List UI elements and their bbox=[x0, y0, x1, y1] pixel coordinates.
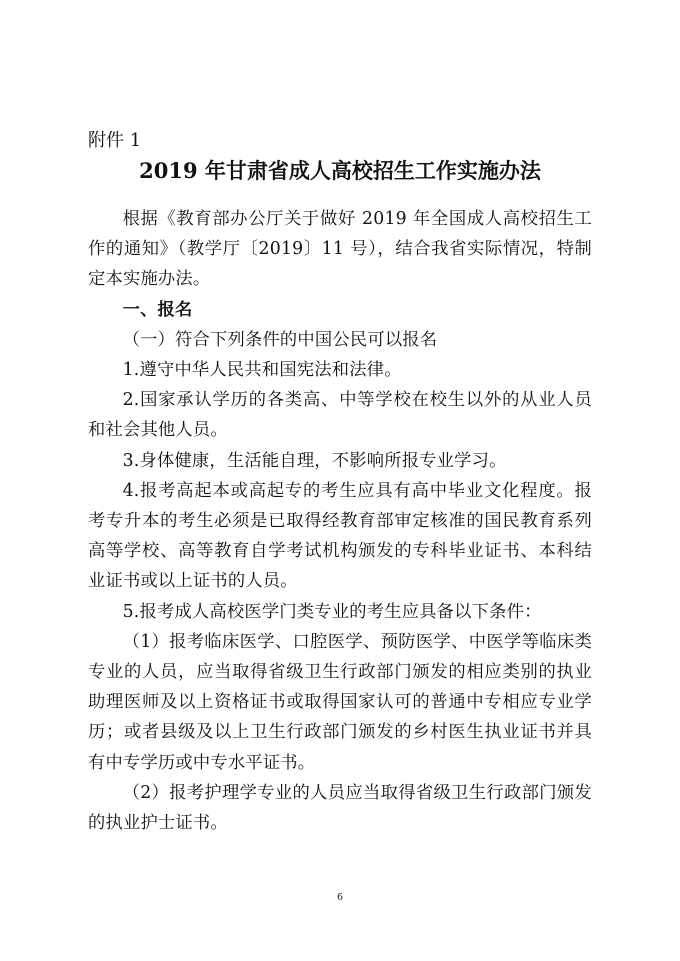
condition-item-2: 2.国家承认学历的各类高、中等学校在校生以外的从业人员和社会其他人员。 bbox=[88, 390, 592, 441]
medical-condition-1: （1）报考临床医学、口腔医学、预防医学、中医学等临床类专业的人员，应当取得省级卫生行政部门颁发的相应类别的执业助理医师及以上资格证书或取得国家认可的普通中专相应专业学历；或者县级及以上卫生行政部门颁发的乡村医生执业证书并具有中专学历或中专水平证书。 bbox=[88, 631, 592, 773]
condition-item-5: 5.报考成人高校医学门类专业的考生应具备以下条件： bbox=[122, 601, 542, 622]
page-number: 6 bbox=[337, 891, 343, 903]
condition-item-4: 4.报考高起本或高起专的考生应具有高中毕业文化程度。报考专升本的考生必须是已取得经教育部审定核准的国民教育系列高等学校、高等教育自学考试机构颁发的专科毕业证书、本科结业证书或以上证书的人员。 bbox=[88, 480, 592, 592]
intro-paragraph: 根据《教育部办公厅关于做好 2019 年全国成人高校招生工作的通知》（教学厅〔2019〕11 号），结合我省实际情况，特制定本实施办法。 bbox=[88, 209, 592, 290]
medical-condition-2: （2）报考护理学专业的人员应当取得省级卫生行政部门颁发的执业护士证书。 bbox=[88, 782, 592, 834]
document-title: 2019 年甘肃省成人高校招生工作实施办法 bbox=[139, 158, 541, 183]
attachment-label: 附件 1 bbox=[88, 130, 142, 151]
condition-item-1: 1.遵守中华人民共和国宪法和法律。 bbox=[122, 360, 402, 381]
document-body bbox=[88, 204, 592, 838]
condition-item-3: 3.身体健康，生活能自理，不影响所报专业学习。 bbox=[122, 450, 507, 471]
section-heading-registration: 一、报名 bbox=[122, 299, 193, 320]
subsection-heading-eligibility: （一）符合下列条件的中国公民可以报名 bbox=[122, 329, 438, 350]
